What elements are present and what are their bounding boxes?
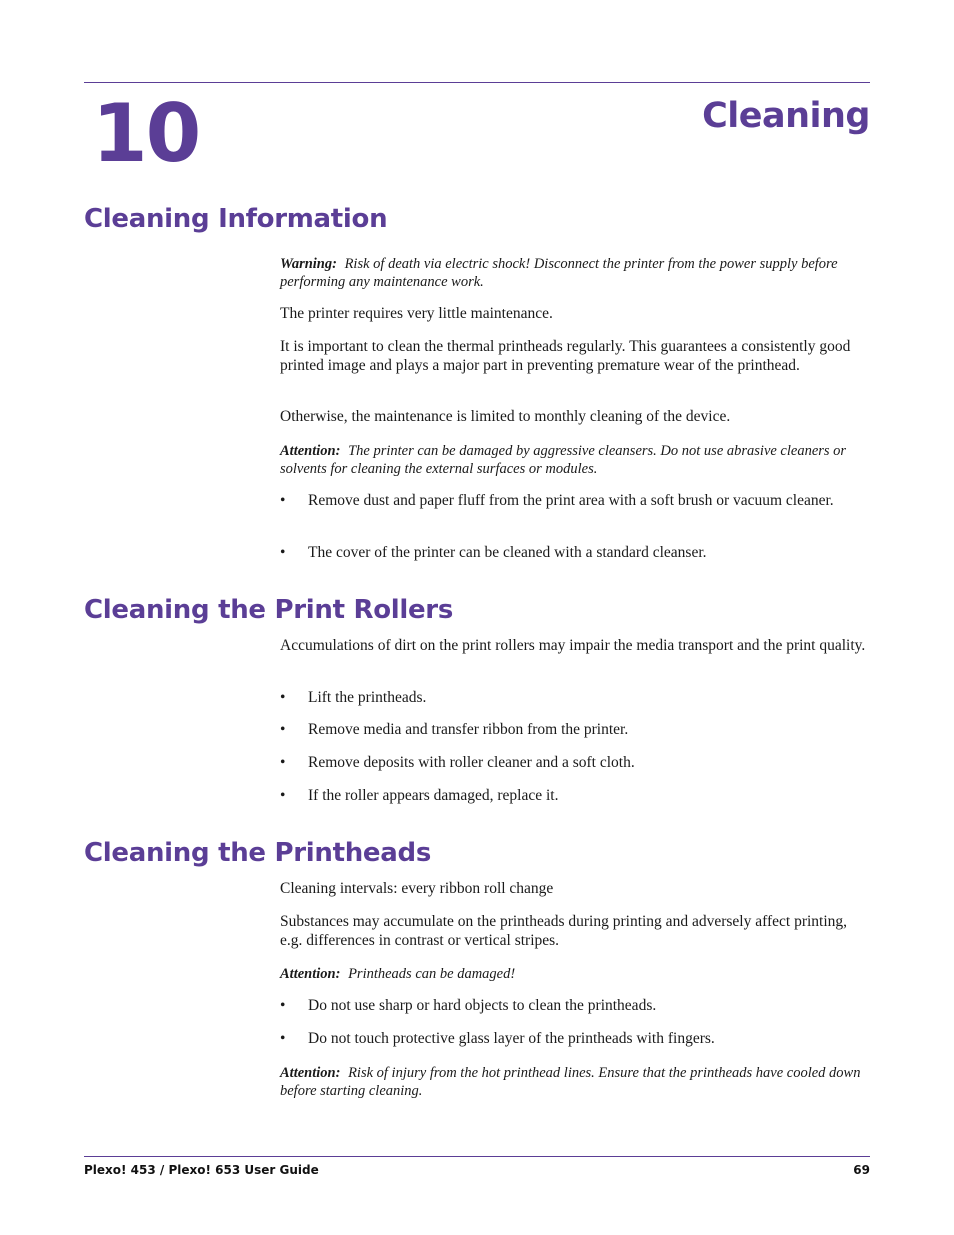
list-item-text: Lift the printheads. bbox=[308, 689, 427, 706]
attention-label: Attention: bbox=[280, 966, 341, 982]
section-heading-print-rollers: Cleaning the Print Rollers bbox=[84, 595, 454, 625]
page-footer bbox=[84, 1162, 870, 1178]
bullet-icon: • bbox=[280, 754, 286, 771]
list-item-text: Remove media and transfer ribbon from the printer. bbox=[308, 721, 629, 738]
page-number: 69 bbox=[853, 1163, 870, 1177]
bullet-icon: • bbox=[280, 689, 286, 706]
attention-text: The printer can be damaged by aggressive cleansers. Do not use abrasive cleaners or solvents for cleaning the external surfaces or modules. bbox=[280, 443, 847, 477]
list-item bbox=[280, 997, 870, 1016]
paragraph: It is important to clean the thermal printheads regularly. This guarantees a consistently good printed image and plays a major part in preventing premature wear of the printhead. bbox=[280, 338, 851, 374]
attention-note bbox=[280, 442, 870, 478]
chapter-title: Cleaning bbox=[702, 96, 870, 136]
list-item bbox=[280, 721, 870, 740]
footer-guide-title: Plexo! 453 / Plexo! 653 User Guide bbox=[84, 1163, 319, 1177]
bullet-icon: • bbox=[280, 1030, 286, 1047]
paragraph: Substances may accumulate on the printheads during printing and adversely affect printing, e.g. differences in contrast or vertical stripes. bbox=[280, 913, 848, 949]
list-item bbox=[280, 689, 870, 708]
bullet-icon: • bbox=[280, 997, 286, 1014]
attention-note bbox=[280, 965, 870, 983]
bullet-icon: • bbox=[280, 492, 286, 509]
list-item bbox=[280, 1030, 870, 1049]
warning-note bbox=[280, 255, 870, 291]
paragraph: Otherwise, the maintenance is limited to monthly cleaning of the device. bbox=[280, 408, 731, 425]
section-heading-cleaning-information: Cleaning Information bbox=[84, 204, 388, 234]
section-heading-printheads: Cleaning the Printheads bbox=[84, 838, 431, 868]
warning-text: Risk of death via electric shock! Disconnect the printer from the power supply before performing any maintenance work. bbox=[280, 256, 838, 290]
bullet-icon: • bbox=[280, 544, 286, 561]
paragraph: Accumulations of dirt on the print rollers may impair the media transport and the print quality. bbox=[280, 637, 866, 654]
attention-note bbox=[280, 1064, 870, 1100]
paragraph: Cleaning intervals: every ribbon roll change bbox=[280, 880, 554, 897]
list-item-text: If the roller appears damaged, replace it. bbox=[308, 787, 559, 804]
list-item-text: Do not use sharp or hard objects to clean the printheads. bbox=[308, 997, 657, 1014]
attention-label: Attention: bbox=[280, 1065, 341, 1081]
paragraph: The printer requires very little maintenance. bbox=[280, 305, 553, 322]
bullet-icon: • bbox=[280, 721, 286, 738]
list-item bbox=[280, 492, 870, 511]
list-item-text: The cover of the printer can be cleaned with a standard cleanser. bbox=[308, 544, 707, 561]
attention-text: Printheads can be damaged! bbox=[348, 966, 516, 982]
attention-text: Risk of injury from the hot printhead lines. Ensure that the printheads have cooled down before starting cleaning. bbox=[280, 1065, 861, 1099]
warning-label: Warning: bbox=[280, 256, 337, 272]
top-rule bbox=[84, 82, 870, 83]
attention-label: Attention: bbox=[280, 443, 341, 459]
bullet-icon: • bbox=[280, 787, 286, 804]
chapter-number: 10 bbox=[92, 87, 200, 180]
list-item-text: Remove deposits with roller cleaner and a soft cloth. bbox=[308, 754, 635, 771]
list-item bbox=[280, 787, 870, 806]
list-item bbox=[280, 754, 870, 773]
list-item-text: Do not touch protective glass layer of the printheads with fingers. bbox=[308, 1030, 715, 1047]
footer-rule bbox=[84, 1156, 870, 1157]
list-item bbox=[280, 544, 870, 563]
list-item-text: Remove dust and paper fluff from the print area with a soft brush or vacuum cleaner. bbox=[308, 492, 834, 509]
